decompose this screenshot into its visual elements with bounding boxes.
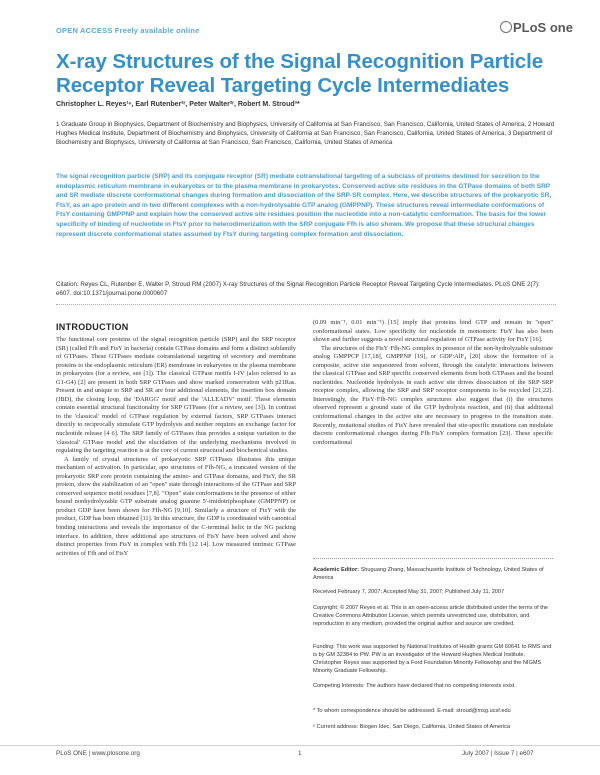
funding-statement: Funding: This work was supported by National Institutes of Health grants GM 60641 to RMS and is by GM 32384 to PW. PW is an investigator of the Howard Hughes Medical Institute. Christopher Reyes was supported by a Ford Foundation Minority Fellowship and the NIGMS Minority Graduate Fellowship. — [313, 644, 552, 674]
journal-banner — [0, 0, 600, 44]
editor-label: Academic Editor: — [313, 567, 360, 573]
article-title: X-ray Structures of the Signal Recognition Particle Receptor Reveal Targeting Cycle Intermediates — [56, 50, 544, 97]
abstract: The signal recognition particle (SRP) and its conjugate receptor (SR) mediate cotranslational targeting of a subclass of proteins destined for secretion to the endoplasmic reticulum membrane in eukaryotes or to the plasma membrane in prokaryotes. Conserved active site residues in the GTPase domains of both SRP and SR mediate discrete conformational changes during formation and dissociation of the SRP·SR complex. Here, we describe structures of the prokaryotic SR, FtsY, as an apo protein and in two different complexes with a non-hydrolysable GTP analog (GMPPNP). These structures reveal intermediate conformations of FtsY containing GMPPNP and explain how the conserved active site residues position the nucleotide into a non-catalytic conformation. The basis for the lower specificity of binding of nucleotide in FtsY prior to heterodimerization with the SRP conjugate Ffh is also shown. We propose that these structural changes represent discrete conformational states assumed by FtsY during targeting complex formation and dissociation. — [56, 173, 552, 238]
current-address: ⁿ Current address: Biogen Idec, San Diego, California, United States of America — [313, 724, 510, 730]
right-column — [313, 319, 553, 447]
open-access-text: OPEN ACCESS Freely available online — [56, 26, 200, 35]
journal-logo — [500, 20, 573, 35]
correspondence: * To whom correspondence should be addressed. E-mail: stroud@msg.ucsf.edu — [313, 708, 511, 714]
open-access-label — [56, 26, 199, 35]
footer-issue: July 2007 | Issue 7 | e607 — [462, 750, 534, 757]
footer-rule — [0, 745, 600, 746]
paragraph: A family of crystal structures of prokaryotic SRP GTPases illustrates this unique mechanism of activation. In particular, apo structures of Ffh-NG, a truncated version of the prokaryotic SRP core protein containing the amino- and GTPase domains, and FtsY, the SR protein, show the stabilization of an "open" state through interactions of the GTPase and SRP conserved sequence motif residues [7,8]. "Open" state conformations in the presence of either bound nonhydrolyzable GTP substrate analog guanine 5'-imidotriphosphate (GMPPNP) or product GDP have been shown for Ffh-NG [9,10]. Similarly a structure of FtsY with the product, GDP has been obtained [11]. In this structure, the GDP is coordinated with canonical binding interactions and reveals the importance of the C-terminal helix in the NG packing interface. In addition, three additional apo structures of FtsY have been solved and show distinct properties from FtsY in complex with Ffh [12 14]. Low measured intrinsic GTPase activities of Ffh and of FtsY — [56, 455, 296, 557]
academic-editor — [313, 566, 553, 582]
paragraph: The functional core proteins of the signal recognition particle (SRP) and the SRP receptor (SR) (called Ffh and FtsY in bacteria) contain GTPase domains and form a distinct subfamily of GTPases. These GTPases mediate cotranslational targeting of secretory and membrane proteins to the endoplasmic reticulum (ER) membrane in eukaryotes or the plasma membrane in prokaryotes (for a review, see [1]). The classical GTPase motifs I-IV (also referred to as G1-G4) [2] are present in both SRP GTPases and show marked conservation with p21Ras. Present in and unique to SRP and SR are four additional elements, the insertion box domain (IBD), the closing loop, the 'DARGG' motif and the 'ALLEADV' motif. These elements contain essential structural functionality for SRP GTPases (for a review, see [3]). In contrast to the 'classical' model of GTPase regulation by external factors, SRP GTPases interact directly to reciprocally stimulate GTP hydrolysis and neither requires an exchange factor for nucleotide release [4 6]. The SRP family of GTPases thus provides a unique variation to the 'classical' GTPase model and the elucidation of the underlying mechanisms involved in regulating the targeting reaction is at the core of current structural and biochemical studies. — [56, 336, 296, 455]
citation: Citation: Reyes CL, Rutenber E, Walter P, Stroud RM (2007) X-ray Structures of the Signal Recognition Particle Receptor Reveal Targeting Cycle Intermediates. PLoS ONE 2(7): e607. doi:10.1371/journal.pone.0000607 — [56, 281, 540, 297]
paragraph: (0.09 min⁻¹, 0.01 min⁻¹) [15] imply that proteins bind GTP and remain in "open" conformational states. Low specificity for nucleotide in monomeric FtsY has also been shown and further suggests a novel structural regulation of GTPase activity for FtsY [16]. — [313, 319, 553, 344]
plos-logo-icon — [500, 21, 512, 33]
editor-name: Shuguang Zhang, Massachusetts Institute of Technology, United States of America — [313, 567, 544, 581]
copyright-notice: Copyright: © 2007 Reyes et al. This is an open-access article distributed under the terms of the Creative Commons Attribution License, which permits unrestricted use, distribution, and reproduction in any medium, provided the original author and source are credited. — [313, 605, 549, 627]
competing-interests: Competing Interests: The authors have declared that no competing interests exist. — [313, 683, 516, 689]
author-list: Christopher L. Reyes¹ⁿ, Earl Rutenber²ʳ, Peter Walter²ʳ, Robert M. Stroud³* — [56, 101, 300, 108]
page-number: 1 — [298, 750, 302, 757]
introduction-heading: INTRODUCTION — [56, 322, 129, 332]
journal-logo-text: PLoS one — [513, 20, 573, 35]
section-divider — [56, 304, 556, 305]
info-divider — [313, 558, 553, 559]
affiliations: 1 Graduate Group in Biophysics, Department of Biochemistry and Biophysics, University of California at San Francisco, San Francisco, California, United States of America, 2 Howard Hughes Medical Institute, Department of Biochemistry and Biophysics, University of California at San Francisco, San Francisco, California, United States of America, 3 Department of Biochemistry and Biophysics, University of California at San Francisco, San Francisco, California, United States of America — [56, 121, 555, 147]
article-dates: Received February 7, 2007; Accepted May 31, 2007; Published July 11, 2007 — [313, 589, 505, 595]
left-column — [56, 336, 296, 558]
footer-journal: PLoS ONE | www.plosone.org — [56, 750, 140, 757]
paragraph: The structures of the FtsY·Ffh-NG complex in presence of the non-hydrolyzable substrate analog GMPPCP [17,18], GMPPNP [19], or GDP:AlF₄ [20] show the formation of a composite, active site sequestered from solvent, through the catalytic interactions between the classical GTPase and SRP specific conserved elements from both GTPases and the bound nucleotides. Nucleotide hydrolysis in each active site drives dissociation of the SRP·SRP receptor complex, allowing the SRP and SRP receptor components to be recycled [21,22]. Interestingly, the FtsY·Ffh-NG complex structures also suggest that (i) the structures observed represent a ground state of the GTP hydrolysis reaction, and (ii) that additional conformational changes in the active site are necessary to progress to the transition state. Recently, mutational studies of FtsY have revealed that site-specific mutations can modulate discrete conformational changes during Ffh·FtsY complex formation [23]. These specific conformational — [313, 344, 553, 446]
